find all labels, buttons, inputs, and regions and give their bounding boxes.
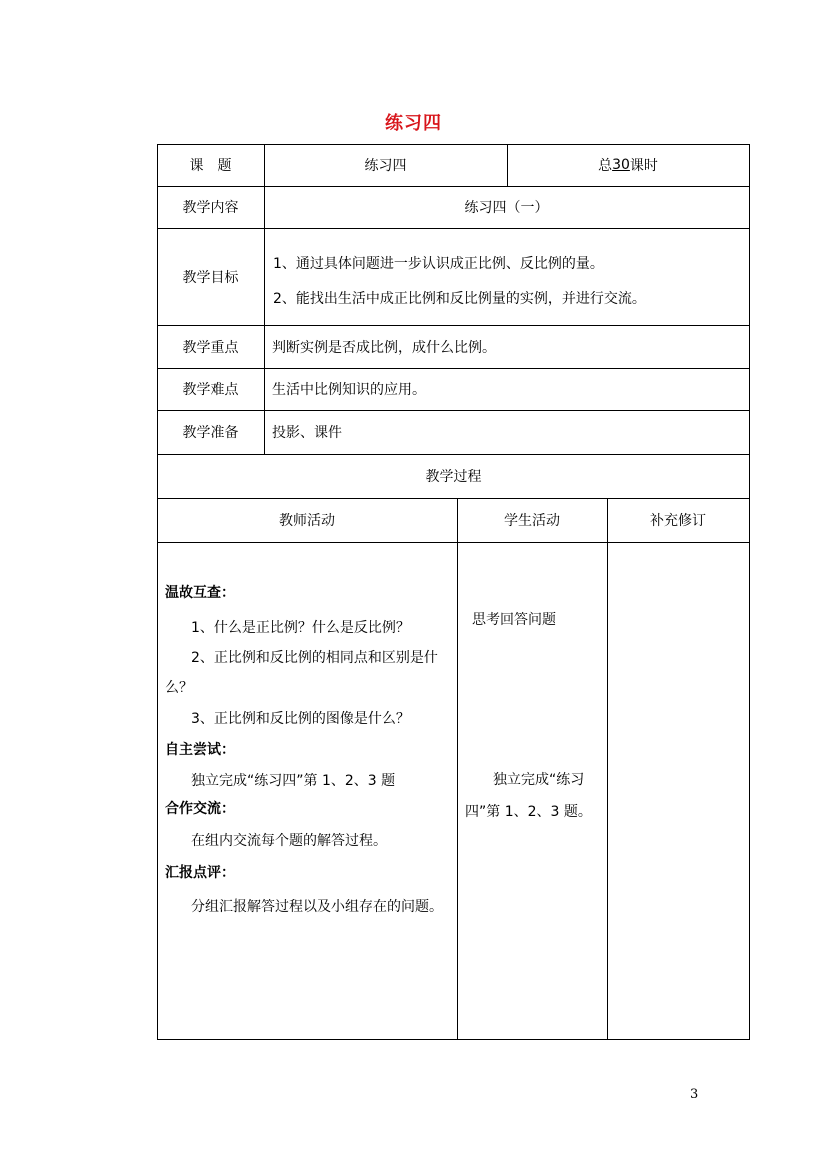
notes-header: 补充修订 [650, 513, 706, 529]
difficulty-value: 生活中比例知识的应用。 [272, 382, 426, 398]
course-label: 课 题 [189, 158, 232, 174]
table-border-bottom [157, 1039, 750, 1040]
report-text: 分组汇报解答过程以及小组存在的问题。 [191, 899, 443, 915]
hours-suffix: 课时 [629, 158, 658, 174]
document-title: 练习四 [385, 113, 442, 134]
cooperation-text: 在组内交流每个题的解答过程。 [191, 833, 387, 849]
goal-item-1: 1、通过具体问题进一步认识成正比例、反比例的量。 [273, 256, 604, 272]
table-border-right [749, 144, 750, 1040]
content-value: 练习四（一） [464, 200, 549, 216]
course-value: 练习四 [364, 158, 407, 174]
row-divider [157, 542, 750, 543]
student-activity-2: 独立完成“练习 [493, 772, 585, 788]
self-try-heading: 自主尝试： [165, 742, 235, 758]
difficulty-label: 教学难点 [182, 382, 239, 398]
total-hours [507, 144, 749, 186]
review-question-2: 2、正比例和反比例的相同点和区别是什 [191, 650, 438, 666]
teacher-activity-header: 教师活动 [279, 513, 335, 529]
student-activity-1: 思考回答问题 [472, 612, 556, 628]
report-heading: 汇报点评： [165, 865, 235, 881]
review-question-2-cont: 么？ [165, 680, 193, 696]
review-question-1: 1、什么是正比例？什么是反比例？ [191, 620, 410, 636]
page-number: 3 [690, 1087, 699, 1102]
student-column-divider [457, 498, 458, 1039]
student-activity-header: 学生活动 [504, 513, 560, 529]
hours-number: 30 [612, 157, 630, 173]
hours-prefix: 总 [598, 158, 613, 174]
process-header: 教学过程 [425, 469, 482, 485]
goal-item-2: 2、能找出生活中成正比例和反比例量的实例，并进行交流。 [273, 291, 646, 307]
focus-value: 判断实例是否成比例，成什么比例。 [272, 339, 496, 356]
focus-label: 教学重点 [182, 339, 239, 356]
self-try-text: 独立完成“练习四”第 1、2、3 题 [191, 773, 396, 789]
student-activity-2-cont: 四”第 1、2、3 题。 [465, 804, 592, 820]
cooperation-heading: 合作交流： [165, 801, 235, 817]
prep-value: 投影、课件 [272, 425, 342, 441]
review-heading: 温故互查： [165, 585, 235, 601]
prep-label: 教学准备 [182, 425, 239, 441]
goals-label: 教学目标 [182, 269, 239, 286]
content-label: 教学内容 [182, 200, 239, 216]
notes-column-divider [607, 498, 608, 1039]
review-question-3: 3、正比例和反比例的图像是什么？ [191, 711, 410, 727]
